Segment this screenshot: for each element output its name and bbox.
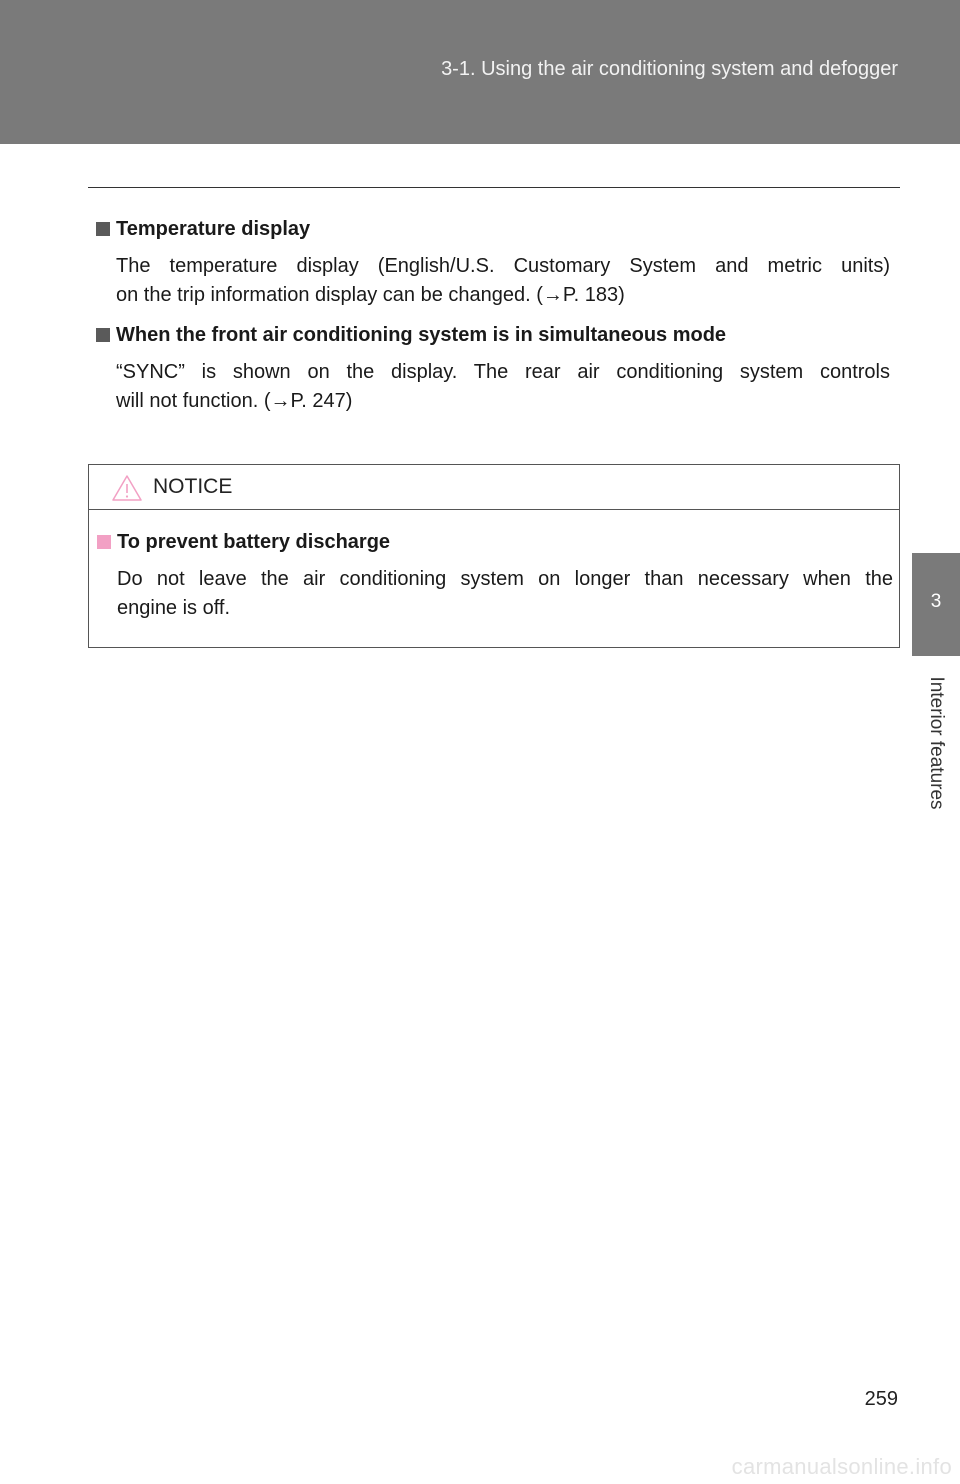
section-title: 3-1. Using the air conditioning system and defogger	[441, 58, 898, 80]
section-heading-text: Temperature display	[116, 218, 311, 240]
section-body	[116, 358, 890, 416]
section-heading	[96, 216, 890, 242]
section-temperature-display	[96, 216, 890, 310]
section-body	[116, 252, 890, 310]
body-line: will not function. (→P. 247)	[116, 390, 353, 412]
body-line: Do not leave the air conditioning system on longer than necessary when the	[117, 568, 893, 590]
square-bullet-icon	[96, 222, 110, 236]
notice-content	[97, 529, 893, 623]
watermark: carmanualsonline.info	[731, 1454, 952, 1479]
section-heading-text: When the front air conditioning system is in simultaneous mode	[116, 324, 727, 346]
warning-triangle-icon	[111, 474, 143, 502]
chapter-tab	[912, 553, 960, 656]
notice-heading-text: To prevent battery discharge	[117, 531, 391, 553]
notice-heading	[97, 529, 893, 555]
body-line: engine is off.	[117, 597, 231, 619]
body-line: on the trip information display can be changed. (→P. 183)	[116, 284, 625, 306]
notice-title: NOTICE	[153, 475, 233, 498]
header-band	[0, 0, 960, 144]
body-line: “SYNC” is shown on the display. The rear air conditioning system controls	[116, 361, 890, 383]
body-line: The temperature display (English/U.S. Customary System and metric units)	[116, 255, 890, 277]
notice-box	[88, 464, 900, 648]
chapter-label: Interior features	[926, 676, 947, 810]
square-bullet-icon	[96, 328, 110, 342]
notice-header	[89, 465, 899, 510]
notice-body	[117, 565, 893, 623]
square-bullet-icon	[97, 535, 111, 549]
chapter-number: 3	[930, 591, 942, 612]
top-divider	[88, 187, 900, 188]
page-number: 259	[864, 1388, 898, 1410]
section-heading	[96, 322, 890, 348]
section-simultaneous-mode	[96, 322, 890, 416]
